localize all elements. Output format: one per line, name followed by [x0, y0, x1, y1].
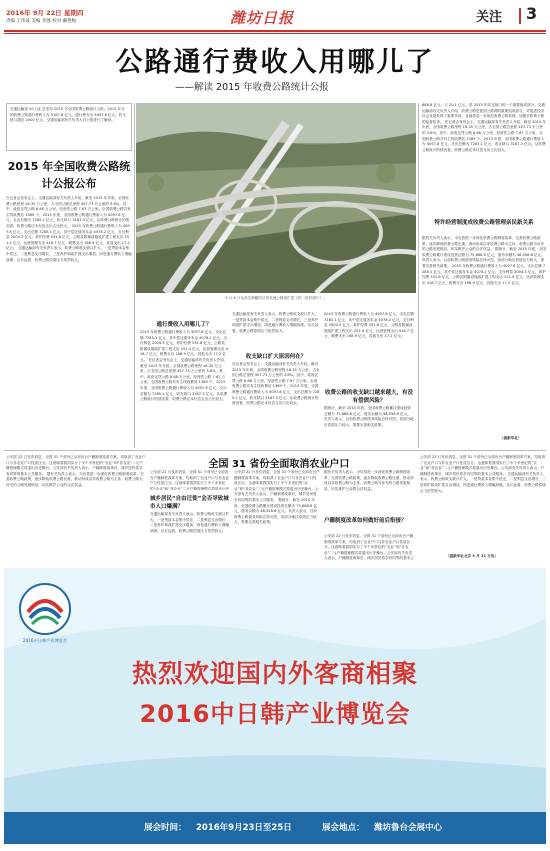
news2-right-column: [420, 455, 546, 553]
column-gap: [232, 362, 320, 444]
column-gap-body: 在记者会发布会上，交通运输部有关负责人介绍，截至 2015 年年底，全国收费公路里程 16.35 万公里，占全国公路总里程 457.73 万公里的 3.6%。其中，政府还贷公路 8.68 万公里，经营性公路 7.67 万公里。全国收费公路共有主线收费站 1389 个。2015 年度，全国收费公路通行费收入为 4097.8 亿元，支出总额为 7285.1 亿元，收支缺口 3187.3 亿元。从收费公路统计的情况看，收费公路还本付息支出占比较大。: [232, 362, 320, 406]
banner-headline-1: 热烈欢迎国内外客商相聚: [131, 659, 418, 688]
editor-credits: 责编 王伟波 美编 李强 校对 戴艳梅: [6, 19, 77, 24]
column-divider-right: [418, 103, 419, 448]
header-rule-thin: [4, 33, 546, 34]
expo-place-label: 展会地点：: [322, 823, 365, 833]
intro-text: 交通运输部 20 日汇总发布 2015 年全国收费公路统计公报。2015 年全国收费公路通行费收入为 3187.8 亿元，通行费支出 5447.8 亿元，收支缺口超过 2000 亿元。交通运输部有关负责人对公报进行了解读。: [10, 107, 126, 123]
news2-col-b-body: 公安部 22 日发布消息，全国 31 个省份已全部出台户籍制度改革方案，均取消了农业户口与非农业户口性质区分。这意味着我国实行了半个多世纪的“农业”和“非农业”二元户籍管理模式将退出历史舞台。公安部有关负责人表示，户籍制度改革后，城乡居民将享有同等的基本公共服务。: [234, 470, 320, 502]
column-revenue-body: 2015 年收费公路通行费收入为 4097.8 亿元，支出总额 7285.1 亿元，其中偿还债务本金 4078.2 亿元，支付利息 2004.3 亿元，养护经费 531.8 亿元，公路及附属设施改扩建工程支出 251.4 亿元，运营管理支出 418.7 亿元，税费支出 168.9 亿元，其他支出 17.2 亿元。: [140, 330, 228, 362]
article-headline: 公路通行费收入用哪儿了: [115, 47, 435, 78]
news2-col-b-body-2: 据统计，截至 2015 年底，全国收费公路累计建设投资总额为 75,868.6 亿元，债务余额为 48,558.6 亿元。负责人表示，目前收费公路债务风险总体可控，但部分地区偿债压力较大，需要完善相关政策。: [234, 497, 317, 525]
news2-col-c-top-body: 据有关负责人表示，今后将进一步深化收费公路制度改革，完善收费公路政策，逐步降低收费公路比重，推动形成以非收费公路为主体、收费公路为补充的公路发展格局，切实维护公众的合法权益。: [324, 470, 414, 491]
section-divider: [519, 8, 521, 24]
column-mid-top: [232, 312, 320, 352]
news2-col-c-top: [324, 470, 414, 514]
news2-col-c-body: 公安部 22 日发布消息，全国 31 个省份已全部出台户籍制度改革方案，均取消了农业户口与非农业户口性质区分。这意味着我国实行了半个多世纪的“农业”和“非农业”二元户籍管理模式将退出历史舞台。公安部有关负责人表示，户籍制度改革后，城乡居民将享有同等的基本公: [324, 534, 414, 561]
side-body-cont2: 交通运输部有关负责人表示，收费公路收支缺口扩大，一是贷款本金集中偿还，二是利息支出增长，三是养护和改扩建支出增加，四是通行费收入增幅放缓。从长远看，收费公路偿债压力依然较大。: [6, 246, 132, 262]
column-divider: [134, 103, 135, 448]
news2-right-body: 公安部 22 日发布消息，全国 31 个省份已全部出台户籍制度改革方案，均取消了农业户口与非农业户口性质区分。这意味着我国实行了半个多世纪的“农业”和“非农业”二元户籍管理模式将退出历史舞台。公安部有关负责人表示，户籍制度改革后，城乡居民将享有同等的基本公共服务。: [420, 455, 546, 476]
news2-left-body-2: 据有关负责人表示，今后将进一步深化收费公路制度改革，完善收费公路政策，逐步降低收费公路比重，推动形成以非收费公路为主体、收费公路为补充的公路发展格局，切实维护公众的合法权益。: [6, 471, 144, 487]
masthead: 潍坊日报: [230, 9, 295, 27]
expo-logo-icon: [18, 582, 72, 636]
subheading-gap: 收支缺口扩大原因何在？: [245, 354, 307, 360]
right-body-extra: 在记者会发布会上，交通运输部有关负责人介绍，截至 2015 年年底，全国收费公路里程 16.35 万公里，占全国公路总里程 457.73 万公里的 3.6%。其中，政府还贷公路 8.68 万公里，经营性公路 7.67 万公里。全国收费公路共有主线收费站 1389 个。2015 年度，全国收费公路通行费收入为 4097.8 亿元，支出总额为 7285.1 亿元，收支缺口 3187.3 亿元。从收费公路统计的情况看，收费公路还本付息支出占比较大。: [422, 119, 546, 152]
news2-subheading-migration: 城乡居民“自由迁徙”会否导致城市人口爆满？: [150, 496, 229, 510]
subheading-revenue: 通行费收入用哪儿了？: [156, 322, 212, 328]
news2-left-body: 公安部 22 日发布消息，全国 31 个省份已全部出台户籍制度改革方案，均取消了农业户口与非农业户口性质区分。这意味着我国实行了半个多世纪的“农业”和“非农业”二元户籍管理模式将退出历史舞台。公安部有关负责人表示，户籍制度改革后，城乡居民将享有同等的基本公共服务。: [6, 455, 146, 476]
news2-subheading-reform: 户籍制度改革如何做好前后衔接？: [324, 518, 407, 524]
issue-date: 2016年 9月 22日 星期四: [6, 9, 84, 17]
expo-time-value: 2016年9月23日至25日: [196, 823, 292, 833]
news2-right-body-2: 交通运输部有关负责人表示，收费公路收支缺口扩大，一是贷款本金集中偿还，二是利息支出增长，三是养护和改扩建支出增加，四是通行费收入增幅放缓。从长远看，收费公路偿债压力依然较大。: [420, 471, 546, 493]
column-risk: [324, 406, 414, 446]
column-revenue-body-2: 在记者会发布会上，交通运输部有关负责人介绍，截至 2015 年年底，全国收费公路里程 16.35 万公里，占全国公路总里程 457.73 万公里的 3.6%。其中，政府还贷公路 8.68 万公里，经营性公路 7.67 万公里。全国收费公路共有主线收费站 1389 个。2015 年度，全国收费公路通行费收入为 4097.8 亿元，支出总额为 7285.1 亿元，收支缺口 3187.3 亿元。从收费公路统计的情况看，收费公路还本付息支出占比较大。: [140, 357, 228, 402]
subheading-risk: 收费公路的收支缺口越来越大，有没有偿债风险？: [324, 390, 413, 404]
right-subheading: 特许经营制度成收费公路管理亲民新关系: [434, 220, 534, 226]
news2-col-a-top: [150, 470, 230, 490]
news2-col-a: [150, 512, 230, 562]
photo-caption: 9 月 8 日从高空俯瞰的济青高速公路改扩建工程（资料照片）。: [225, 296, 327, 300]
expo-time-label: 展会时间：: [144, 823, 187, 833]
banner-headline-2: 2016中日韩产业博览会: [139, 700, 411, 728]
expo-banner: [4, 568, 546, 844]
side-body-cont: 2015 年收费公路通行费收入为 4097.8 亿元，支出总额 7285.1 亿元，其中偿还债务本金 4078.2 亿元，支付利息 2004.3 亿元，养护经费 531.8 亿元，公路及附属设施改扩建工程支出 251.4 亿元，运营管理支出 418.7 亿元，税费支出 168.9 亿元，其他支出 17.2 亿元。: [6, 223, 130, 251]
news2-left-column: [6, 455, 146, 561]
section-separator: [4, 450, 546, 451]
article-source: （据新华社）: [500, 436, 522, 440]
expo-place-value: 潍坊鲁台会展中心: [374, 823, 443, 833]
column-right-mid: [324, 312, 414, 384]
right-column-bottom: [422, 236, 546, 441]
news2-col-b: [234, 470, 320, 562]
news2-col-c: [324, 534, 414, 562]
highway-photo: [136, 103, 416, 293]
section-label: 关注: [476, 10, 503, 25]
news2-col-a-body: 交通运输部有关负责人表示，收费公路收支缺口扩大，一是贷款本金集中偿还，二是利息支出增长，三是养护和改扩建支出增加，四是通行费收入增幅放缓。从长远看，收费公路偿债压力依然较大。: [150, 512, 230, 533]
right-body: 866.8 亿元，占 20.1 亿元，是 2015 年收支缺口的一个重要组成部分。交通运输部有关负责人介绍，收费公路是我国公路网的重要组成部分，对促进经济社会发展发挥了重要作用。各地将进一步规范收费公路管理，加强对收费公路的监督检查。: [422, 103, 545, 124]
side-title: 2015 年全国收费公路统计公报公布: [7, 160, 131, 190]
side-column: [6, 196, 132, 446]
right-body-3: 据统计，截至 2015 年底，全国收费公路累计建设投资总额为 75,868.6 亿元，债务余额为 48,558.6 亿元。负责人表示，目前收费公路债务风险总体可控，但部分地区偿债压力较大，需要完善相关政策。: [422, 247, 546, 268]
news2-source: （据新华社北京 9 月 21 日电）: [446, 554, 499, 558]
expo-logo: [18, 582, 72, 636]
column-revenue: [140, 330, 228, 445]
article-subhead: ——解读 2015 年收费公路统计公报: [175, 82, 329, 93]
highway-interchange-image: [136, 103, 416, 293]
column-right-mid-body: 2015 年收费公路通行费收入为 4097.8 亿元，支出总额 7285.1 亿元，其中偿还债务本金 4078.2 亿元，支付利息 2004.3 亿元，养护经费 531.8 亿元，公路及附属设施改扩建工程支出 251.4 亿元，运营管理支出 418.7 亿元，税费支出 168.9 亿元，其他支出 17.2 亿元。: [324, 312, 414, 339]
page-number: 3: [526, 4, 538, 23]
column-mid-top-body: 交通运输部有关负责人表示，收费公路收支缺口扩大，一是贷款本金集中偿还，二是利息支出增长，三是养护和改扩建支出增加，四是通行费收入增幅放缓。从长远看，收费公路偿债压力依然较大。: [232, 312, 319, 333]
news2-col-a-top-body: 公安部 22 日发布消息，全国 31 个省份已全部出台户籍制度改革方案，均取消了农业户口与非农业户口性质区分。这意味着我国实行了半个多世纪的“农业”和“非农业”二元户籍管理模式将退出历史: [150, 470, 230, 490]
column-risk-body: 据统计，截至 2015 年底，全国收费公路累计建设投资总额为 75,868.6 亿元，债务余额为 48,558.6 亿元。负责人表示，目前收费公路债务风险总体可控，但部分地区偿债压力较大，需要完善相关政策。: [324, 406, 414, 427]
right-body-2: 据有关负责人表示，今后将进一步深化收费公路制度改革，完善收费公路政策，逐步降低收费公路比重，推动形成以非收费公路为主体、收费公路为补充的公路发展格局，切实维护公众的合法权益。: [422, 236, 545, 252]
right-body-4: 2015 年收费公路通行费收入为 4097.8 亿元，支出总额 7285.1 亿元，其中偿还债务本金 4078.2 亿元，支付利息 2004.3 亿元，养护经费 531.8 亿元，公路及附属设施改扩建工程支出 251.4 亿元，运营管理支出 418.7 亿元，税费支出 168.9 亿元，其他支出 17.2 亿元。: [422, 263, 546, 285]
news2-headline: 全国 31 省份全面取消农业户口: [208, 459, 350, 470]
intro-box: [6, 103, 132, 151]
side-body: 在记者会发布会上，交通运输部有关负责人介绍，截至 2015 年年底，全国收费公路里程 16.35 万公里，占全国公路总里程 457.73 万公里的 3.6%。其中，政府还贷公路 8.68 万公里，经营性公路 7.67 万公里。全国收费公路共有主线收费站 1389 个。2015 年度，全国收费公路通行费收入为 4097.8 亿元，支出总额为 7285.1 亿元，收支缺口 3187.3 亿元。从收费公路统计的情况看，收费公路还本付息支出占比较大。: [6, 196, 131, 228]
header-rule: [4, 30, 546, 32]
expo-logo-text: 2016中日韩产业博览会: [22, 638, 68, 643]
right-column-top: [422, 103, 546, 213]
